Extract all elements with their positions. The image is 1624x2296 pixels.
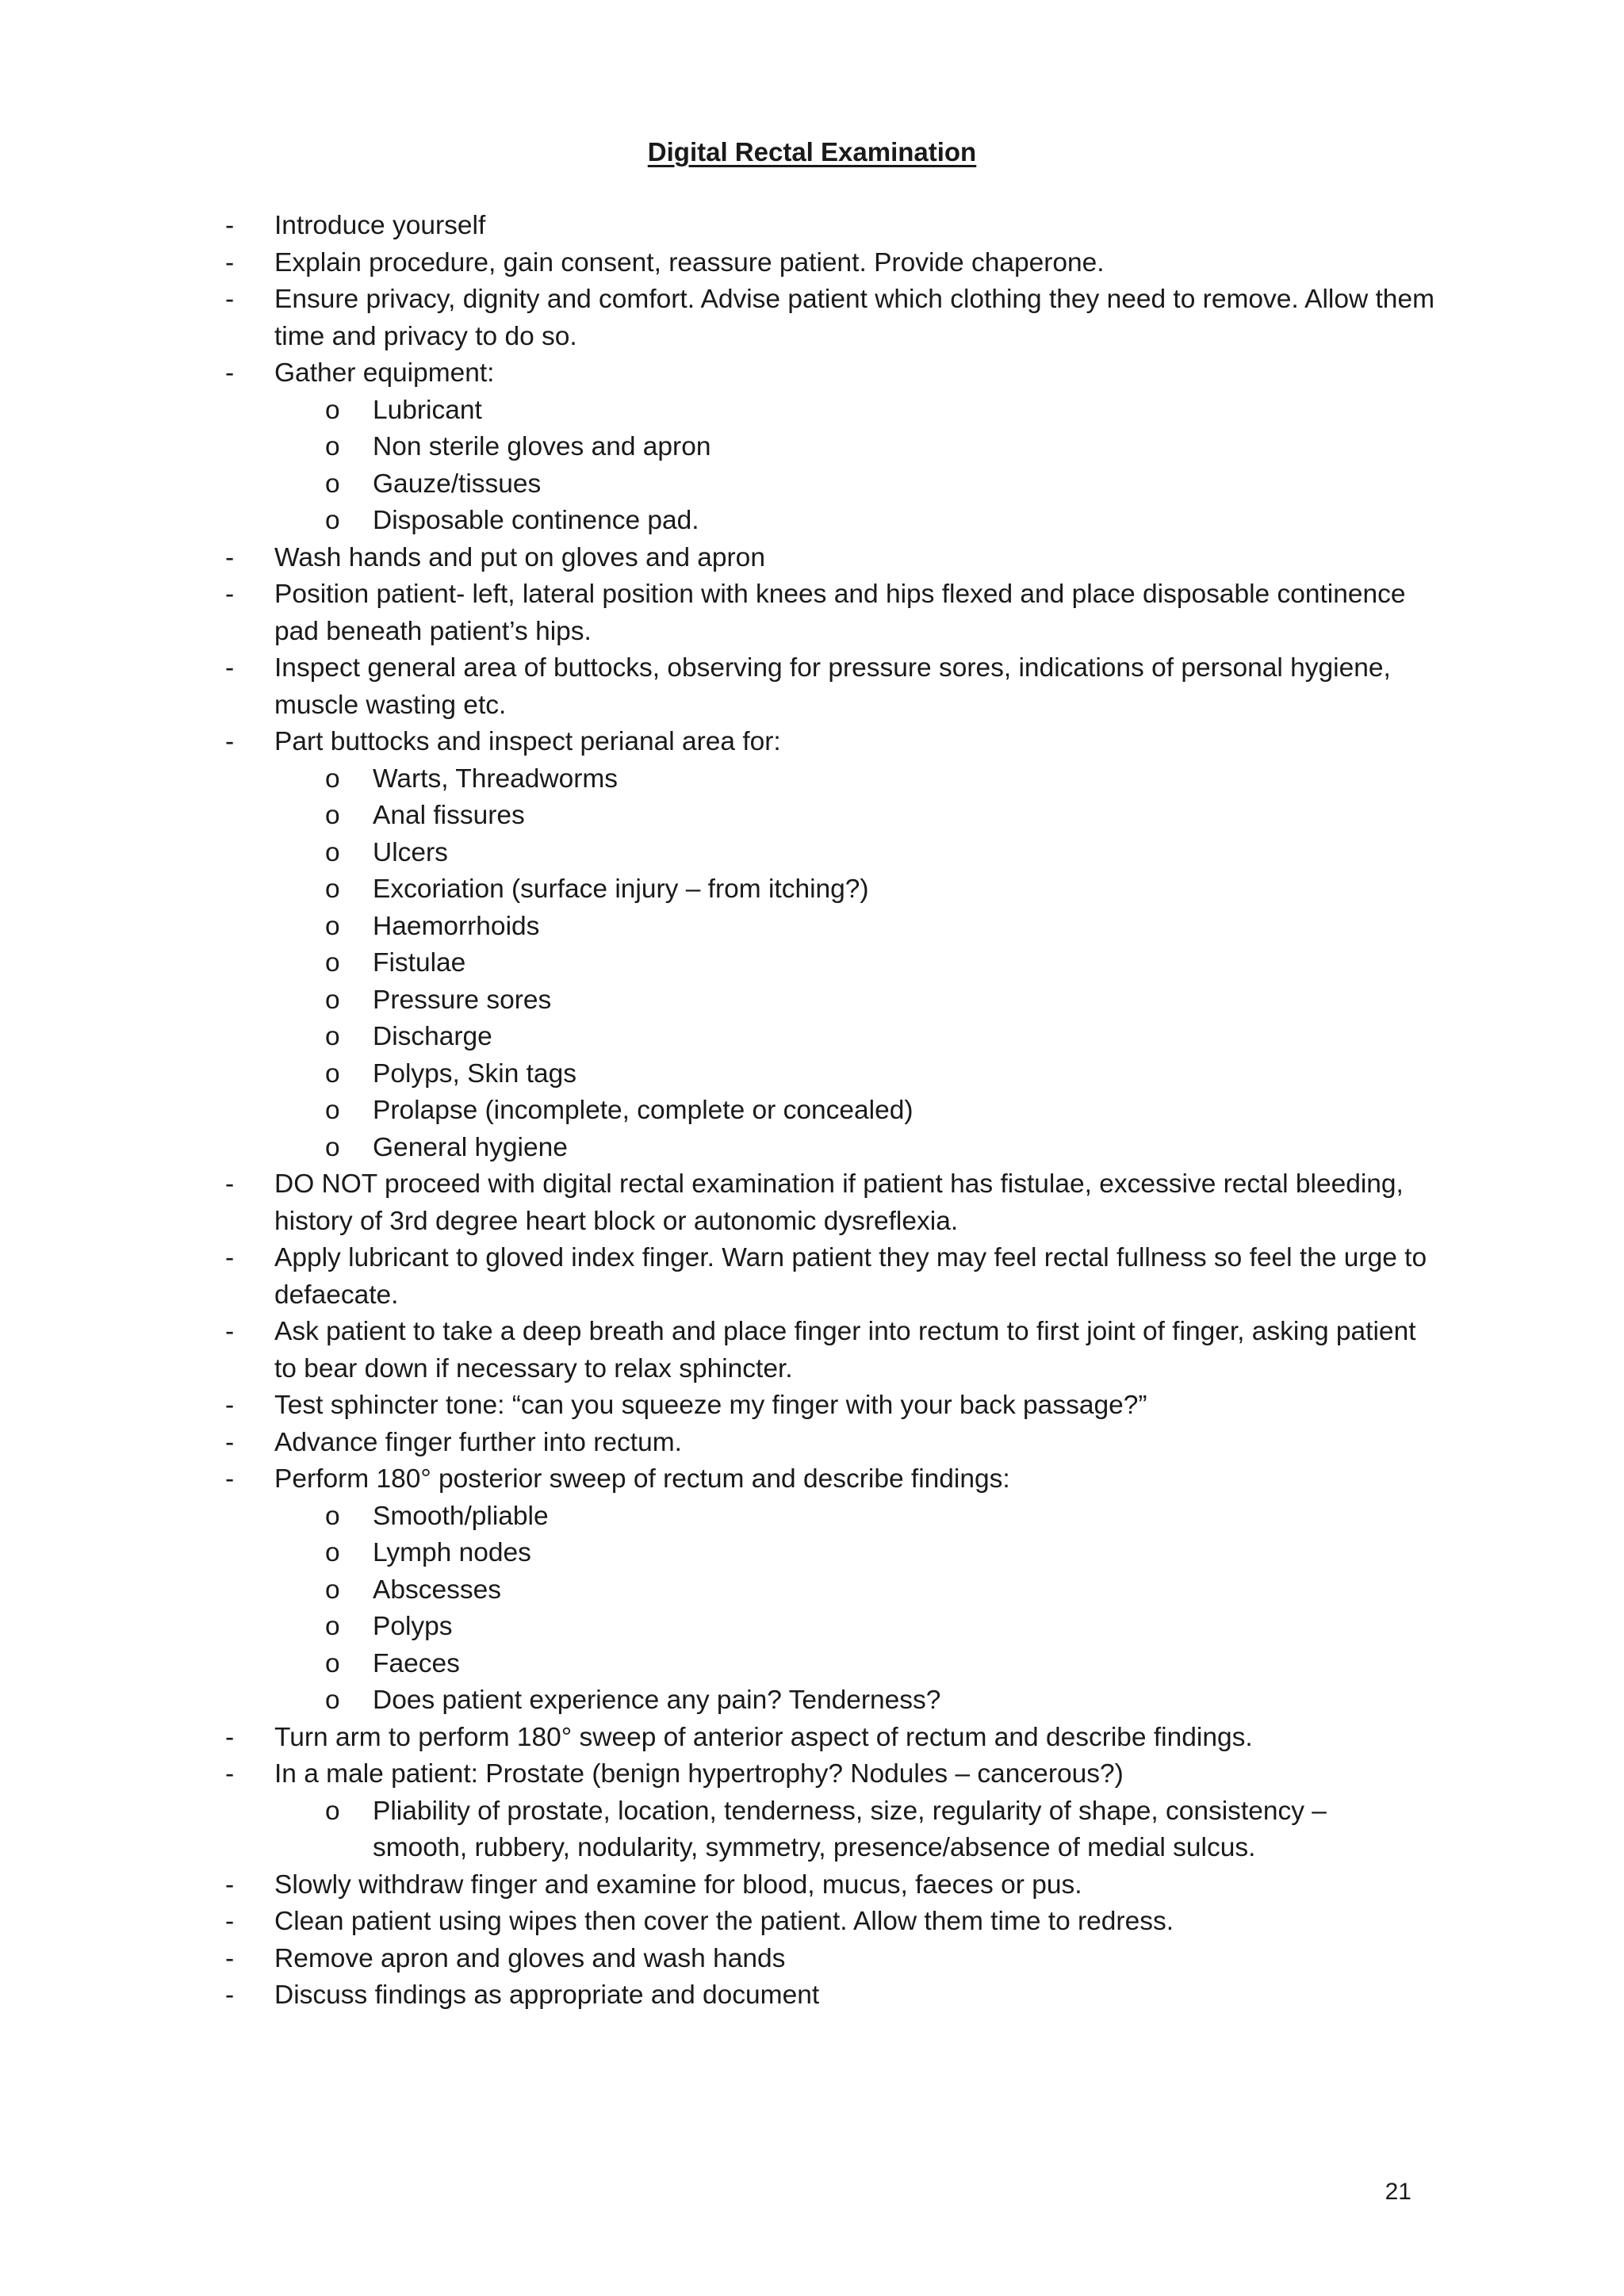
list-item-text: Apply lubricant to gloved index finger. Warn patient they may feel rectal fullness so feel the urge to defaecate. [274, 1243, 1427, 1310]
list-item [0, 245, 1440, 282]
list-item-text: Abscesses [373, 1575, 501, 1605]
list-item [0, 1977, 1440, 2015]
circle-bullet: o [325, 1686, 340, 1715]
list-item-text: Haemorrhoids [373, 911, 540, 941]
list-item-text: Ulcers [373, 837, 448, 867]
circle-bullet: o [325, 1648, 340, 1678]
circle-bullet: o [325, 1538, 340, 1567]
dash-bullet: - [225, 653, 235, 683]
dash-bullet: - [225, 1427, 235, 1457]
dash-bullet: - [225, 727, 235, 756]
list-item-text: Inspect general area of buttocks, observing for pressure sores, indications of personal hygiene, muscle wasting etc. [274, 653, 1391, 720]
list-item [0, 1756, 1440, 1793]
circle-bullet: o [325, 469, 340, 499]
circle-bullet: o [325, 948, 340, 978]
list-item-text: Lymph nodes [373, 1538, 531, 1567]
list-item-text: Turn arm to perform 180° sweep of anterior aspect of rectum and describe findings. [274, 1722, 1253, 1752]
dash-bullet: - [225, 247, 235, 277]
sub-list-item [0, 466, 1372, 503]
dash-bullet: - [225, 1869, 235, 1900]
sub-list-item [0, 1793, 1372, 1867]
list-item-text: Anal fissures [373, 801, 525, 830]
list-item-text: Remove apron and gloves and wash hands [274, 1943, 786, 1973]
list-item-text: Prolapse (incomplete, complete or concealed) [373, 1096, 914, 1125]
dash-bullet: - [225, 211, 235, 240]
list-item-text: Gauze/tissues [373, 469, 542, 499]
sub-list-item [0, 798, 1372, 835]
list-item-text: Polyps [373, 1612, 453, 1641]
sub-list-item [0, 835, 1372, 872]
list-item-text: In a male patient: Prostate (benign hypertrophy? Nodules – cancerous?) [274, 1759, 1124, 1789]
sub-list-item [0, 429, 1372, 466]
list-item-text: Part buttocks and inspect perianal area for: [274, 727, 781, 756]
dash-bullet: - [225, 285, 235, 314]
sub-list-item [0, 392, 1372, 430]
sub-list-item [0, 503, 1372, 540]
list-item [0, 1461, 1440, 1498]
list-item-text: Test sphincter tone: “can you squeeze my finger with your back passage?” [274, 1391, 1147, 1420]
sub-list-item [0, 1019, 1372, 1056]
circle-bullet: o [325, 1612, 340, 1641]
list-item-text: Smooth/pliable [373, 1501, 549, 1531]
circle-bullet: o [325, 1022, 340, 1051]
circle-bullet: o [325, 911, 340, 941]
dash-bullet: - [225, 542, 235, 572]
dash-bullet: - [225, 1907, 235, 1936]
list-item-text: Advance finger further into rectum. [274, 1427, 682, 1457]
list-item [0, 1425, 1440, 1462]
dash-bullet: - [225, 358, 235, 388]
list-item [0, 1904, 1440, 1941]
circle-bullet: o [325, 1575, 340, 1605]
circle-bullet: o [325, 874, 340, 904]
list-item-text: Gather equipment: [274, 358, 495, 388]
sub-list-item [0, 1093, 1372, 1130]
circle-bullet: o [325, 985, 340, 1015]
sub-list-item [0, 1609, 1372, 1646]
list-item-text: Does patient experience any pain? Tenderness? [373, 1686, 941, 1715]
list-item-text: Explain procedure, gain consent, reassure patient. Provide chaperone. [274, 247, 1105, 277]
circle-bullet: o [325, 1058, 340, 1089]
sub-list-item [0, 1056, 1372, 1093]
circle-bullet: o [325, 1132, 340, 1162]
circle-bullet: o [325, 1501, 340, 1531]
circle-bullet: o [325, 1096, 340, 1125]
circle-bullet: o [325, 1796, 340, 1826]
sub-list-item [0, 909, 1372, 946]
list-item [0, 1941, 1440, 1978]
dash-bullet: - [225, 1943, 235, 1973]
sub-list-item [0, 982, 1372, 1020]
list-item [0, 1387, 1440, 1425]
list-item-text: Polyps, Skin tags [373, 1058, 576, 1089]
list-item-text: Clean patient using wipes then cover the patient. Allow them time to redress. [274, 1907, 1174, 1936]
list-item-text: Introduce yourself [274, 211, 486, 240]
list-item-text: Ensure privacy, dignity and comfort. Advise patient which clothing they need to remove. Allow them time and privacy to do so. [274, 285, 1434, 351]
sub-list-item [0, 945, 1372, 982]
list-item [0, 1867, 1440, 1904]
list-item-text: Slowly withdraw finger and examine for blood, mucus, faeces or pus. [274, 1869, 1082, 1900]
list-item-text: Discuss findings as appropriate and document [274, 1980, 820, 2010]
sub-list-item [0, 761, 1372, 798]
sub-list-item [0, 1535, 1372, 1572]
list-item-text: Perform 180° posterior sweep of rectum and describe findings: [274, 1464, 1010, 1494]
list-item-text: Warts, Threadworms [373, 763, 619, 794]
sub-list-item [0, 1572, 1372, 1609]
list-item-text: Discharge [373, 1022, 492, 1051]
sub-list-item [0, 1130, 1372, 1167]
sub-list-item [0, 1682, 1372, 1720]
circle-bullet: o [325, 837, 340, 867]
circle-bullet: o [325, 395, 340, 425]
list-item [0, 208, 1440, 245]
dash-bullet: - [225, 1169, 235, 1199]
list-item-text: Pliability of prostate, location, tenderness, size, regularity of shape, consistency – smooth, rubbery, nodularity, symmetry, presence/absence of medial sulcus. [373, 1796, 1327, 1862]
circle-bullet: o [325, 763, 340, 794]
list-item-text: Excoriation (surface injury – from itching?) [373, 874, 869, 904]
list-item [0, 650, 1440, 724]
circle-bullet: o [325, 801, 340, 830]
list-item-text: Position patient- left, lateral position with knees and hips flexed and place disposable continence pad beneath patient’s hips. [274, 580, 1406, 646]
list-item-text: Wash hands and put on gloves and apron [274, 542, 765, 572]
list-item-text: Disposable continence pad. [373, 506, 699, 535]
procedure-steps-list [0, 208, 1624, 2015]
list-item-text: General hygiene [373, 1132, 568, 1162]
list-item-text: DO NOT proceed with digital rectal examination if patient has fistulae, excessive rectal bleeding, history of 3rd degree heart block or autonomic dysreflexia. [274, 1169, 1404, 1236]
list-item [0, 1240, 1440, 1314]
circle-bullet: o [325, 432, 340, 461]
list-item-text: Ask patient to take a deep breath and place finger into rectum to first joint of finger, asking patient to bear down if necessary to relax sphincter. [274, 1317, 1416, 1383]
dash-bullet: - [225, 580, 235, 609]
list-item-text: Lubricant [373, 395, 482, 425]
list-item [0, 355, 1440, 392]
list-item-text: Pressure sores [373, 985, 552, 1015]
dash-bullet: - [225, 1317, 235, 1346]
dash-bullet: - [225, 1722, 235, 1752]
page-number: 21 [1385, 2179, 1411, 2205]
list-item [0, 1166, 1440, 1240]
sub-list-item [0, 1498, 1372, 1536]
dash-bullet: - [225, 1759, 235, 1789]
list-item [0, 540, 1440, 577]
circle-bullet: o [325, 506, 340, 535]
dash-bullet: - [225, 1391, 235, 1420]
list-item-text: Fistulae [373, 948, 466, 978]
sub-list-item [0, 871, 1372, 909]
list-item [0, 724, 1440, 761]
list-item [0, 281, 1440, 355]
list-item-text: Faeces [373, 1648, 460, 1678]
list-item-text: Non sterile gloves and apron [373, 432, 711, 461]
list-item [0, 576, 1440, 650]
dash-bullet: - [225, 1980, 235, 2010]
sub-list-item [0, 1646, 1372, 1683]
dash-bullet: - [225, 1243, 235, 1272]
dash-bullet: - [225, 1464, 235, 1494]
list-item [0, 1314, 1440, 1387]
document-title: Digital Rectal Examination [647, 137, 977, 166]
list-item [0, 1720, 1440, 1757]
